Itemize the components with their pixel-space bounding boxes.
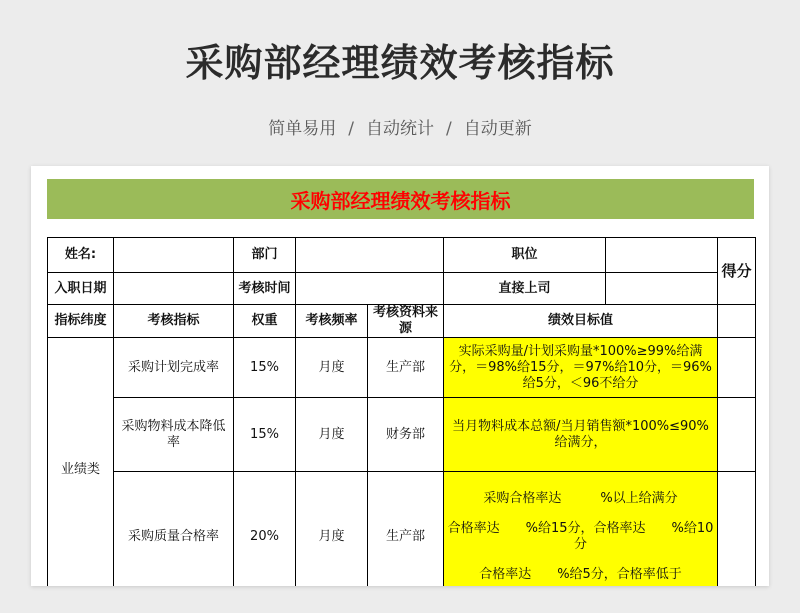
subtitle-item: 自动更新 bbox=[463, 119, 532, 139]
kpi-table bbox=[47, 237, 756, 586]
category-cell: 业绩类 bbox=[48, 338, 114, 587]
target-cell bbox=[444, 472, 718, 587]
page-title: 采购部经理绩效考核指标 bbox=[185, 41, 615, 85]
score-label: 得分 bbox=[718, 238, 756, 305]
column-header: 指标纬度 bbox=[48, 305, 114, 338]
spreadsheet-preview bbox=[31, 166, 769, 586]
name-value-cell[interactable] bbox=[114, 238, 234, 273]
position-value-cell[interactable] bbox=[606, 238, 718, 273]
column-header: 考核指标 bbox=[114, 305, 234, 338]
table-row bbox=[48, 338, 756, 398]
target-spacer bbox=[446, 507, 715, 521]
weight-cell: 15% bbox=[234, 398, 296, 472]
supervisor-value-cell[interactable] bbox=[606, 273, 718, 305]
source-cell: 生产部 bbox=[368, 338, 444, 398]
supervisor-label: 直接上司 bbox=[444, 273, 606, 305]
column-header: 绩效目标值 bbox=[444, 305, 718, 338]
frequency-cell: 月度 bbox=[296, 338, 368, 398]
source-cell: 生产部 bbox=[368, 472, 444, 587]
subtitle-item: 自动统计 bbox=[366, 119, 434, 139]
target-cell bbox=[444, 398, 718, 472]
review-period-value-cell[interactable] bbox=[296, 273, 444, 305]
table-row bbox=[48, 472, 756, 587]
column-header: 权重 bbox=[234, 305, 296, 338]
subtitle-separator: / bbox=[348, 119, 354, 139]
indicator-cell: 采购质量合格率 bbox=[114, 472, 234, 587]
frequency-cell: 月度 bbox=[296, 398, 368, 472]
weight-cell: 15% bbox=[234, 338, 296, 398]
source-cell: 财务部 bbox=[368, 398, 444, 472]
column-header: 考核频率 bbox=[296, 305, 368, 338]
frequency-cell: 月度 bbox=[296, 472, 368, 587]
subtitle-separator: / bbox=[446, 119, 452, 139]
weight-cell: 20% bbox=[234, 472, 296, 587]
indicator-cell: 采购物料成本降低率 bbox=[114, 398, 234, 472]
dept-value-cell[interactable] bbox=[296, 238, 444, 273]
indicator-cell: 采购计划完成率 bbox=[114, 338, 234, 398]
target-spacer bbox=[446, 553, 715, 567]
table-row bbox=[48, 398, 756, 472]
column-header: 考核资料来源 bbox=[368, 305, 444, 338]
name-label: 姓名: bbox=[48, 238, 114, 273]
position-label: 职位 bbox=[444, 238, 606, 273]
hire-date-label: 入职日期 bbox=[48, 273, 114, 305]
target-cell bbox=[444, 338, 718, 398]
target-text: 采购合格率达 %以上给满分 bbox=[483, 490, 678, 506]
target-text: 合格率达 %给15分，合格率达 %给10分 bbox=[447, 520, 714, 552]
target-text: 合格率达 %给5分，合格率低于 bbox=[479, 566, 682, 582]
review-period-label: 考核时间 bbox=[234, 273, 296, 305]
header-row-2 bbox=[48, 273, 756, 305]
score-cell[interactable] bbox=[718, 472, 756, 587]
header-row-1 bbox=[48, 238, 756, 273]
subtitle bbox=[0, 114, 800, 139]
target-text: 当月物料成本总额/当月销售额*100%≤90%给满分， bbox=[452, 418, 709, 450]
score-cell[interactable] bbox=[718, 338, 756, 398]
sheet-title-banner: 采购部经理绩效考核指标 bbox=[47, 179, 754, 219]
dept-label: 部门 bbox=[234, 238, 296, 273]
column-header-row bbox=[48, 305, 756, 338]
subtitle-item: 简单易用 bbox=[268, 119, 337, 139]
target-text: 实际采购量/计划采购量*100%≥99%给满分，＝98%给15分，＝97%给10分，＝96%给5分，＜96不给分 bbox=[449, 343, 712, 391]
score-cell[interactable] bbox=[718, 398, 756, 472]
hire-date-value-cell[interactable] bbox=[114, 273, 234, 305]
score-column-cell[interactable] bbox=[718, 305, 756, 338]
